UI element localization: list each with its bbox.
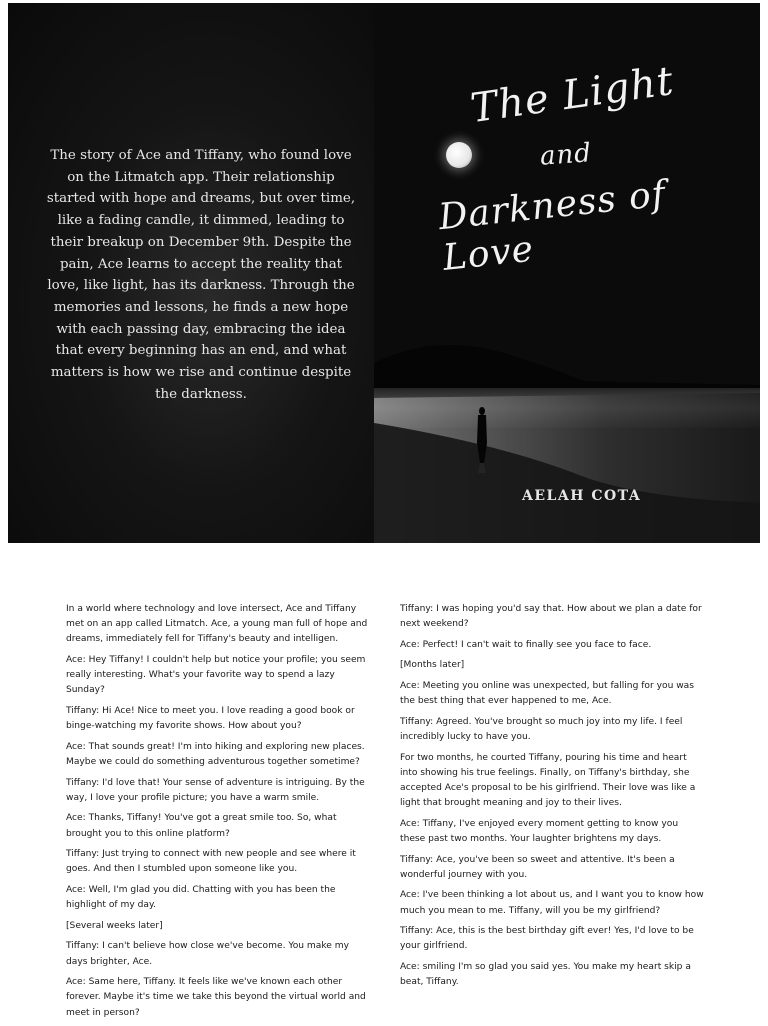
story-paragraph: Tiffany: Just trying to connect with new people and see where it goes. And then I stumbled upon someone like you.: [66, 849, 356, 875]
story-column-right: [400, 602, 705, 996]
story-paragraph: Ace: Thanks, Tiffany! You've got a great smile too. So, what brought you to this online platform?: [66, 813, 337, 839]
moon-icon: [446, 142, 472, 168]
book-title-line-2: and: [539, 138, 593, 172]
story-paragraph: Ace: smiling I'm so glad you said yes. You make my heart skip a beat, Tiffany.: [400, 961, 691, 988]
story-paragraph: [Several weeks later]: [66, 920, 163, 931]
story-paragraph: In a world where technology and love intersect, Ace and Tiffany met on an app called Litmatch. Ace, a young man full of hope and dreams, immediately fell for Tiffany's beauty and intelligen.: [66, 604, 368, 645]
story-paragraph: Ace: Hey Tiffany! I couldn't help but notice your profile; you seem really interesting. What's your favorite way to spend a lazy Sunday?: [66, 655, 366, 696]
story-paragraph: Tiffany: Hi Ace! Nice to meet you. I love reading a good book or binge-watching my favorite shows. How about you?: [66, 706, 355, 732]
book-title-line-1: The Light: [467, 57, 677, 133]
story-paragraph: Ace: Tiffany, I've enjoyed every moment getting to know you these past two months. Your laughter brightens my days.: [400, 818, 679, 844]
story-paragraph: Tiffany: I'd love that! Your sense of adventure is intriguing. By the way, I love your profile picture; you have a warm smile.: [66, 777, 365, 803]
story-paragraph: Tiffany: Ace, this is the best birthday gift ever! Yes, I'd love to be your girlfriend.: [400, 926, 694, 952]
story-paragraph: Ace: That sounds great! I'm into hiking and exploring new places. Maybe we could do something adventurous together sometime?: [66, 741, 365, 767]
story-paragraph: Ace: I've been thinking a lot about us, and I want you to know how much you mean to me. Tiffany, will you be my girlfriend?: [400, 890, 704, 916]
story-paragraph: Tiffany: I was hoping you'd say that. How about we plan a date for next weekend?: [400, 604, 702, 630]
story-paragraph: Ace: Perfect! I can't wait to finally see you face to face.: [400, 639, 652, 650]
story-paragraph: Ace: Meeting you online was unexpected, but falling for you was the best thing that ever happened to me, Ace.: [400, 680, 694, 707]
story-paragraph: Ace: Well, I'm glad you did. Chatting with you has been the highlight of my day.: [66, 884, 336, 911]
story-paragraph: Tiffany: Ace, you've been so sweet and attentive. It's been a wonderful journey with you.: [400, 854, 675, 880]
author-name: AELAH COTA: [522, 488, 642, 504]
book-title-line-3: Darkness of Love: [436, 173, 668, 279]
story-paragraph: For two months, he courted Tiffany, pouring his time and heart into showing his true feelings. Finally, on Tiffany's birthday, she accepted Ace's proposal to be his girlfriend. Their love was like a light that brought meaning and joy to their lives.: [400, 752, 696, 809]
story-column-left: [66, 602, 371, 1026]
back-cover-blurb: The story of Ace and Tiffany, who found love on the Litmatch app. Their relationship started with hope and dreams, but over time, like a fading candle, it dimmed, leading to their breakup on December 9th. Despite the pain, Ace learns to accept the reality that love, like light, has its darkness. Through the memories and lessons, he finds a new hope with each passing day, embracing the idea that every beginning has an end, and what matters is how we rise and continue despite the darkness.: [46, 148, 356, 402]
story-paragraph: Tiffany: I can't believe how close we've become. You make my days brighter, Ace.: [66, 941, 350, 967]
story-paragraph: [Months later]: [400, 660, 465, 671]
story-paragraph: Tiffany: Agreed. You've brought so much joy into my life. I feel incredibly lucky to have you.: [400, 716, 683, 742]
story-paragraph: Ace: Same here, Tiffany. It feels like we've known each other forever. Maybe it's time we take this beyond the virtual world and meet in person?: [66, 977, 366, 1018]
